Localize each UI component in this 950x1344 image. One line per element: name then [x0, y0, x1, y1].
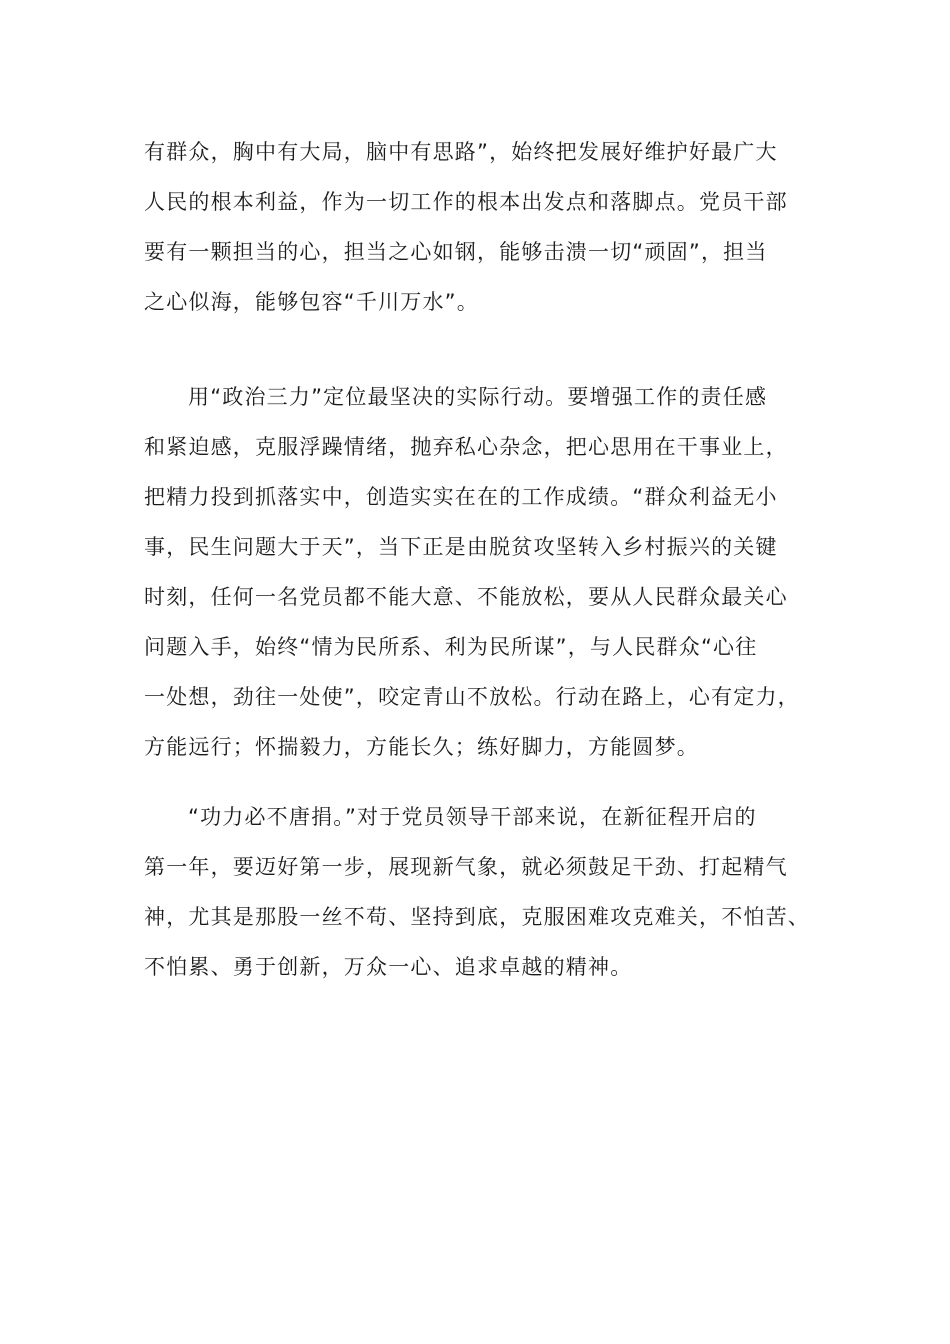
paragraph-line: 事，民生问题大于天”，当下正是由脱贫攻坚转入乡村振兴的关键: [144, 535, 778, 559]
paragraph-line: 一处想，劲往一处使”，咬定青山不放松。行动在路上，心有定力，: [144, 685, 800, 709]
paragraph-3: [144, 792, 814, 992]
paragraph-1: [144, 127, 814, 327]
paragraph-line: 不怕累、勇于创新，万众一心、追求卓越的精神。: [144, 955, 633, 979]
paragraph-line: 第一年，要迈好第一步，展现新气象，就必须鼓足干劲、打起精气: [144, 855, 788, 879]
paragraph-line: 人民的根本利益，作为一切工作的根本出发点和落脚点。党员干部: [144, 190, 788, 214]
paragraph-2: [144, 372, 814, 772]
paragraph-line: “功力必不唐捐。”对于党员领导干部来说，在新征程开启的: [188, 805, 757, 829]
paragraph-line: 要有一颗担当的心，担当之心如钢，能够击溃一切“顽固”，担当: [144, 240, 768, 264]
paragraph-line: 和紧迫感，克服浮躁情绪，抛弃私心杂念，把心思用在干事业上，: [144, 435, 788, 459]
paragraph-line: 神，尤其是那股一丝不苟、坚持到底，克服困难攻克难关，不怕苦、: [144, 905, 810, 929]
paragraph-line: 有群众，胸中有大局，脑中有思路”，始终把发展好维护好最广大: [144, 140, 778, 164]
paragraph-line: 方能远行；怀揣毅力，方能长久；练好脚力，方能圆梦。: [144, 735, 699, 759]
paragraph-line: 之心似海，能够包容“千川万水”。: [144, 290, 479, 314]
paragraph-line: 把精力投到抓落实中，创造实实在在的工作成绩。“群众利益无小: [144, 485, 778, 509]
paragraph-line: 时刻，任何一名党员都不能大意、不能放松，要从人民群众最关心: [144, 585, 788, 609]
paragraph-line: 问题入手，始终“情为民所系、利为民所谋”，与人民群众“心往: [144, 635, 758, 659]
paragraph-line: 用“政治三力”定位最坚决的实际行动。要增强工作的责任感: [188, 385, 768, 409]
